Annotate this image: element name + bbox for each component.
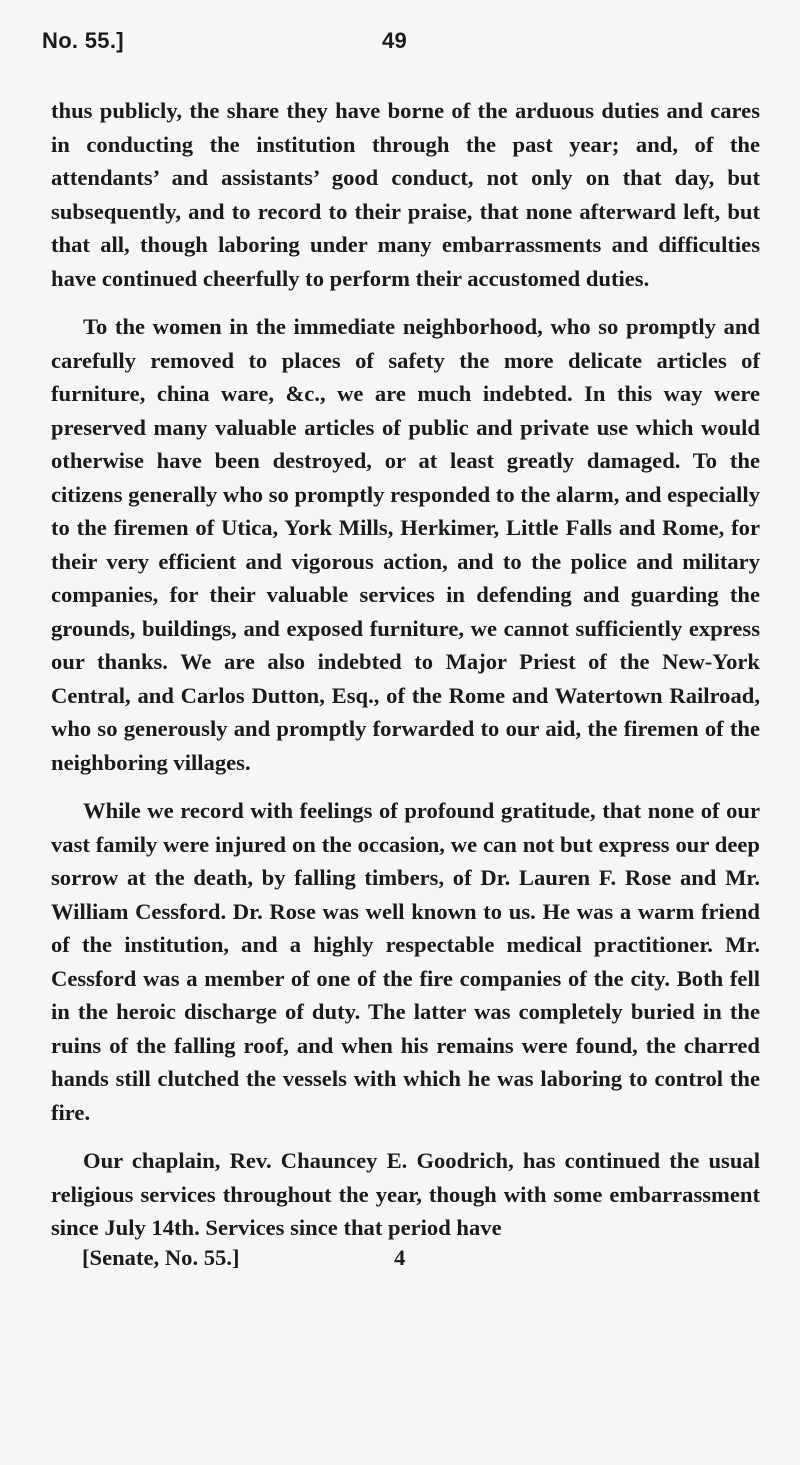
paragraph-continuation: thus publicly, the share they have borne of the arduous duties and cares in conducting the institution through the past year; and, of the attendants’ and assistants’ good conduct, not only on that day, but subsequently, and to record to their praise, that none afterward left, but that all, though laboring under many embarrassments and difficulties have continued cheerfully to perform their accustomed duties. (51, 98, 760, 291)
sheet-number: 4 (394, 1244, 406, 1270)
document-number: No. 55.] (42, 28, 124, 53)
signature-line (42, 1245, 760, 1279)
document-page (42, 28, 760, 1279)
signature-mark: [Senate, No. 55.] (82, 1244, 240, 1270)
paragraph-chaplain: Our chaplain, Rev. Chauncey E. Goodrich, has continued the usual religious services throughout the year, though with some embarrassment since July 14th. Services since that period have (51, 1148, 760, 1240)
body-text (42, 94, 760, 1245)
paragraph-thanks-neighbors: To the women in the immediate neighborhood, who so promptly and carefully removed to places of safety the more delicate articles of furniture, china ware, &c., we are much indebted. In this way were preserved many valuable articles of public and private use which would otherwise have been destroyed, or at least greatly damaged. To the citizens generally who so promptly responded to the alarm, and especially to the firemen of Utica, York Mills, Herkimer, Little Falls and Rome, for their very efficient and vigorous action, and to the police and military companies, for their valuable services in defending and guarding the grounds, buildings, and exposed furniture, we cannot sufficiently express our thanks. We are also indebted to Major Priest of the New-York Central, and Carlos Dutton, Esq., of the Rome and Watertown Railroad, who so generously and promptly forwarded to our aid, the firemen of the neighboring villages. (51, 314, 760, 775)
page-number: 49 (382, 28, 408, 53)
running-head (42, 28, 760, 68)
paragraph-deaths: While we record with feelings of profound gratitude, that none of our vast family were injured on the occasion, we can not but express our deep sorrow at the death, by falling timbers, of Dr. Lauren F. Rose and Mr. William Cessford. Dr. Rose was well known to us. He was a warm friend of the institution, and a highly respectable medical practitioner. Mr. Cessford was a member of one of the fire companies of the city. Both fell in the heroic discharge of duty. The latter was completely buried in the ruins of the falling roof, and when his remains were found, the charred hands still clutched the vessels with which he was laboring to control the fire. (51, 798, 760, 1125)
